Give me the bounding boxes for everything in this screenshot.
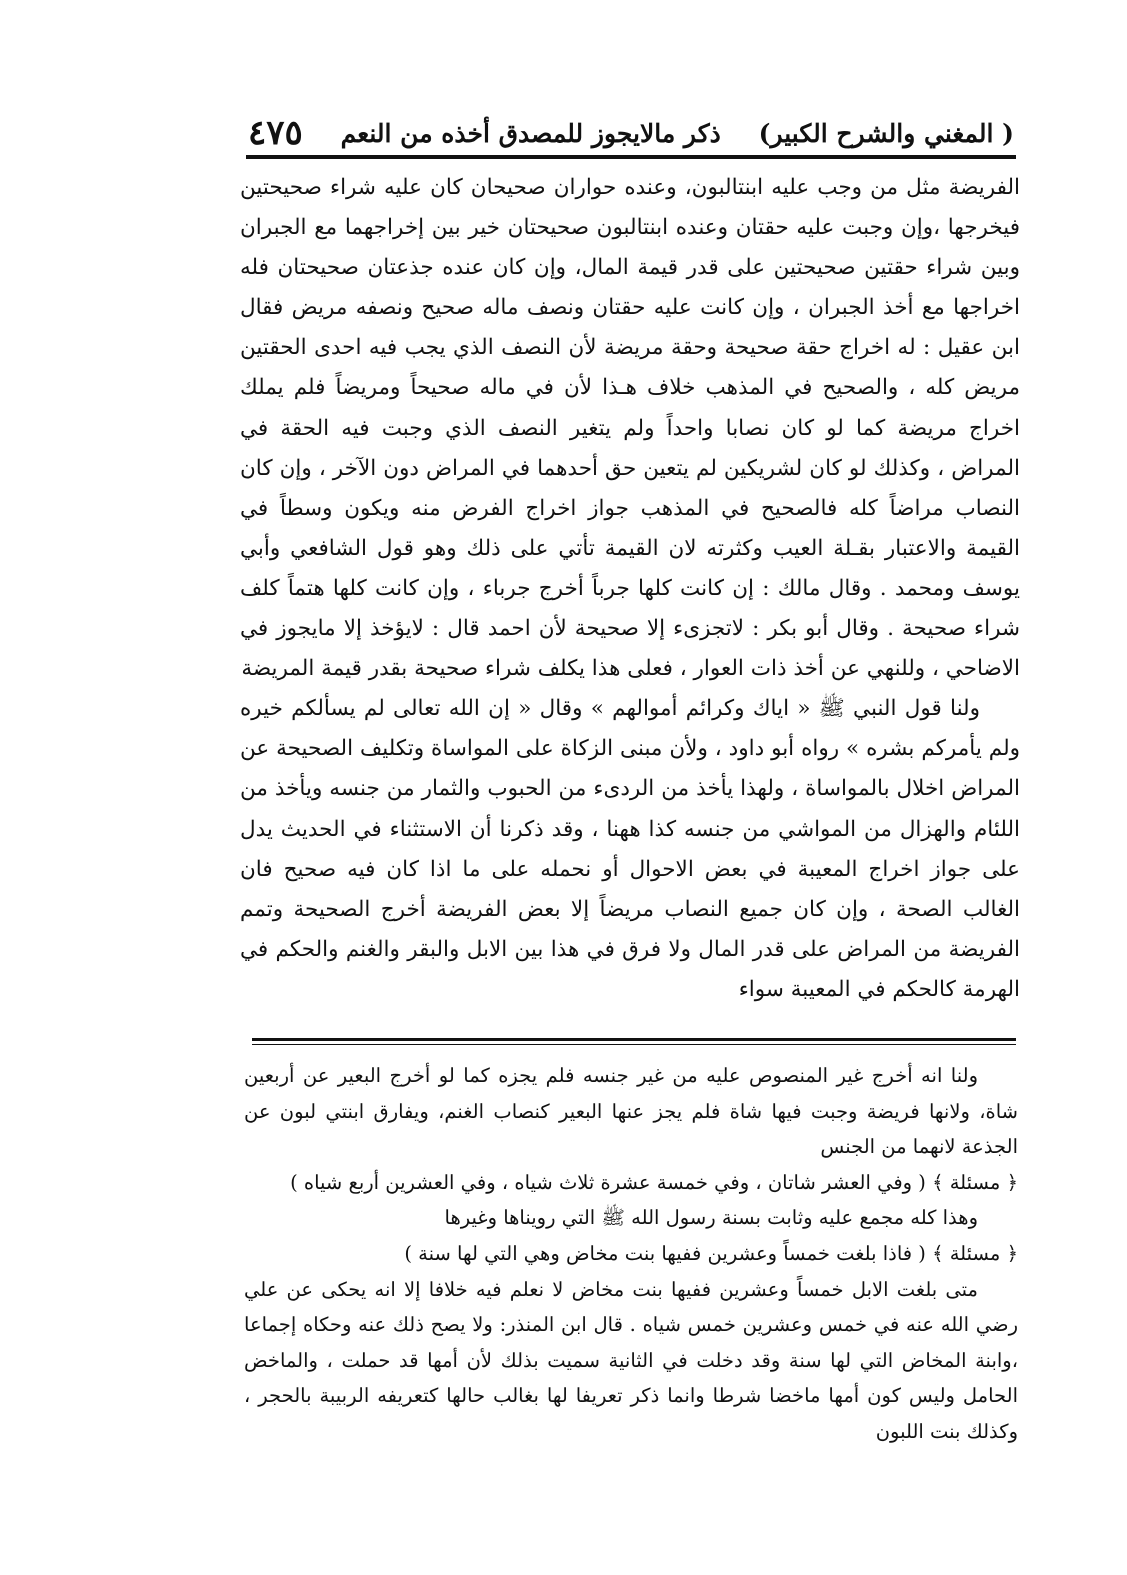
book-title: ( المغني والشرح الكبير) xyxy=(758,118,1014,148)
main-text-block xyxy=(240,168,1020,1010)
footnote-separator xyxy=(252,1038,1016,1045)
header-rule xyxy=(246,155,1016,159)
section-title: ذكر مالايجوز للمصدق أخذه من النعم xyxy=(340,118,721,148)
commentary-paragraph-2: وهذا كله مجمع عليه وثابت بسنة رسول الله ﷺ التي رويناها وغيرها xyxy=(444,1206,978,1230)
page-number: ٤٧٥ xyxy=(248,113,303,153)
commentary-block xyxy=(244,1058,1018,1450)
masala-heading-1: ﴿ مسئلة ﴾ ( وفي العشر شاتان ، وفي خمسة عشرة ثلاث شياه ، وفي العشرين أربع شياه ) xyxy=(290,1170,1018,1194)
commentary-paragraph-1: ولنا انه أخرج غير المنصوص عليه من غير جنسه فلم يجزه كما لو أخرج البعير عن أربعين شاة، ولانها فريضة وجبت فيها شاة فلم يجز عنها البعير كنصاب الغنم، ويفارق ابنتي لبون عن الجذعة لانهما من الجنس xyxy=(244,1064,1018,1159)
running-header xyxy=(248,112,1014,154)
masala-heading-2: ﴿ مسئلة ﴾ ( فاذا بلغت خمساً وعشرين ففيها بنت مخاض وهي التي لها سنة ) xyxy=(404,1241,1018,1265)
main-paragraph-1: الفريضة مثل من وجب عليه ابنتالبون، وعنده حواران صحيحان كان عليه شراء صحيحتين فيخرجها ،وإن وجبت عليه حقتان وعنده ابنتالبون صحيحتان خير بين إخراجهما مع الجبران وبين شراء حقتين صحيحتين على قدر قيمة المال، وإن كان عنده جذعتان صحيحتان فله اخراجها مع أخذ الجبران ، وإن كانت عليه حقتان ونصف ماله صحيح ونصفه مريض فقال ابن عقيل : له اخراج حقة صحيحة وحقة مريضة لأن النصف الذي يجب فيه احدى الحقتين مريض كله ، والصحيح في المذهب خلاف هـذا لأن في ماله صحيحاً ومريضاً فلم يملك اخراج مريضة كما لو كان نصابا واحداً ولم يتغير النصف الذي وجبت فيه الحقة في المراض ، وكذلك لو كان لشريكين لم يتعين حق أحدهما في المراض دون الآخر ، وإن كان النصاب مراضاً كله فالصحيح في المذهب جواز اخراج الفرض منه ويكون وسطاً في القيمة والاعتبار بقـلة العيب وكثرته لان القيمة تأتي على ذلك وهو قول الشافعي وأبي يوسف ومحمد . وقال مالك : إن كانت كلها جرباً أخرج جرباء ، وإن كانت كلها هتماً كلف شراء صحيحة . وقال أبو بكر : لاتجزىء إلا صحيحة لأن احمد قال : لايؤخذ إلا مايجوز في الاضاحي ، وللنهي عن أخذ ذات العوار ، فعلى هذا يكلف شراء صحيحة بقدر قيمة المريضة xyxy=(240,175,1020,682)
commentary-paragraph-3: متى بلغت الابل خمساً وعشرين ففيها بنت مخاض لا نعلم فيه خلافا إلا انه يحكى عن علي رضي الله عنه في خمس وعشرين خمس شياه . قال ابن المنذر: ولا يصح ذلك عنه وحكاه إجماعا ،وابنة المخاض التي لها سنة وقد دخلت في الثانية سميت بذلك لأن أمها قد حملت ، والماخض الحامل وليس كون أمها ماخضا شرطا وانما ذكر تعريفا لها بغالب حالها كتعريفه الربيبة بالحجر ، وكذلك بنت اللبون xyxy=(244,1277,1018,1443)
main-paragraph-2: ولنا قول النبي ﷺ « اياك وكرائم أموالهم » وقال « إن الله تعالى لم يسألكم خيره ولم يأمركم بشره » رواه أبو داود ، ولأن مبنى الزكاة على المواساة وتكليف الصحيحة عن المراض اخلال بالمواساة ، ولهذا يأخذ من الردىء من الحبوب والثمار من جنسه ويأخذ من اللئام والهزال من المواشي من جنسه كذا ههنا ، وقد ذكرنا أن الاستثناء في الحديث يدل على جواز اخراج المعيبة في بعض الاحوال أو نحمله على ما اذا كان فيه صحيح فان الغالب الصحة ، وإن كان جميع النصاب مريضاً إلا بعض الفريضة أخرج الصحيحة وتمم الفريضة من المراض على قدر المال ولا فرق في هذا بين الابل والبقر والغنم والحكم في الهرمة كالحكم في المعيبة سواء xyxy=(240,696,1020,1002)
